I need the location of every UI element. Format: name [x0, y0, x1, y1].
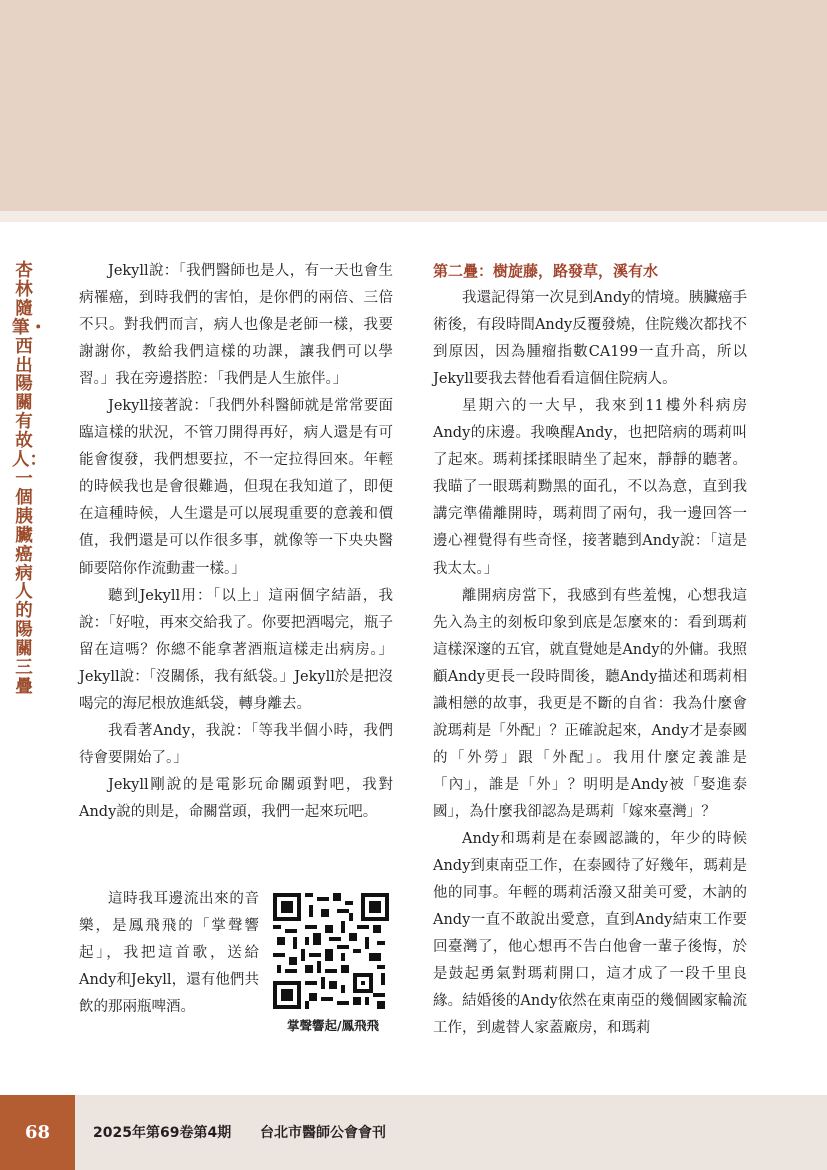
section-heading: 第二疊：樹旋藤，路發草，溪有水 [433, 262, 659, 280]
header-divider [0, 211, 827, 222]
qr-paragraph-block [79, 886, 259, 1021]
paragraph: Jekyll接著說：「我們外科醫師就是常常要面臨這樣的狀況，不管刀開得再好，病人還是有可能會復發，我們想要拉，不一定拉得回來。年輕的時候我也是會很難過，但現在我知道了，即便在這種時候，人生還是可以展現重要的意義和價值，我們還是可以作很多事，就像等一下央央醫師要陪你作流動畫一樣。」 [79, 398, 393, 577]
paragraph: Jekyll說：「我們醫師也是人，有一天也會生病罹癌，到時我們的害怕，是你們的兩倍、三倍不只。對我們而言，病人也像是老師一樣，我要謝謝你，教給我們這樣的功課，讓我們可以學習。」我在旁邊搭腔：「我們是人生旅伴。」 [79, 263, 393, 388]
song-qr-block [79, 886, 393, 1046]
paragraph: 我還記得第一次見到Andy的情境。胰臟癌手術後，有段時間Andy反覆發燒，住院幾次都找不到原因，因為腫瘤指數CA199一直升高，所以Jekyll要我去替他看看這個住院病人。 [433, 290, 747, 388]
vertical-section-title: 杏林隨筆・西出陽關有故人：一個胰臟癌病人的陽關三疊 [12, 261, 47, 697]
paragraph: 我看著Andy，我說：「等我半個小時，我們待會要開始了。」 [79, 722, 393, 766]
paragraph: 星期六的一大早，我來到11樓外科病房Andy的床邊。我喚醒Andy，也把陪病的瑪莉叫了起來。瑪莉揉揉眼睛坐了起來，靜靜的聽著。我瞄了一眼瑪莉黝黑的面孔，不以為意，直到我講完準備離開時，瑪莉問了兩句，我一邊回答一邊心裡覺得有些奇怪，接著聽到Andy說：「這是我太太。」 [433, 398, 747, 577]
page-number: 68 [0, 1095, 75, 1170]
qr-caption: 掌聲響起/鳳飛飛 [286, 1018, 380, 1033]
right-column [433, 258, 747, 1042]
paragraph: Jekyll剛說的是電影玩命關頭對吧，我對Andy說的則是，命關當頭，我們一起來玩吧。 [79, 776, 393, 820]
paragraph: Andy和瑪莉是在泰國認識的，年少的時候Andy到東南亞工作，在泰國待了好幾年，瑪莉是他的同事。年輕的瑪莉活潑又甜美可愛，木訥的Andy一直不敢說出愛意，直到Andy結束工作要回臺灣了，他心想再不告白他會一輩子後悔，於是鼓起勇氣對瑪莉開口，這才成了一段千里良緣。結婚後的Andy依然在東南亞的幾個國家輪流工作，到處替人家蓋廠房，和瑪莉 [433, 830, 747, 1037]
paragraph: 聽到Jekyll用：「以上」這兩個字結語，我說：「好啦，再來交給我了。你要把酒喝完，瓶子留在這嗎？你總不能拿著酒瓶這樣走出病房。」Jekyll說：「沒關係，我有紙袋。」Jekyll於是把沒喝完的海尼根放進紙袋，轉身離去。 [79, 587, 393, 712]
paragraph: 離開病房當下，我感到有些羞愧，心想我這先入為主的刻板印象到底是怎麼來的：看到瑪莉這樣深邃的五官，就直覺她是Andy的外傭。我照顧Andy更長一段時間後，聽Andy描述和瑪莉相識相戀的故事，我更是不斷的自省：我為什麼會說瑪莉是「外配」？正確說起來，Andy才是泰國的「外勞」跟「外配」。我用什麼定義誰是「內」，誰是「外」？明明是Andy被「娶進泰國」，為什麼我卻認為是瑪莉「嫁來臺灣」？ [433, 587, 747, 820]
left-column [79, 258, 393, 826]
header-image-area [0, 0, 827, 211]
paragraph: 這時我耳邊流出來的音樂，是鳳飛飛的「掌聲響起」，我把這首歌，送給Andy和Jekyll，還有他們共飲的那兩瓶啤酒。 [79, 891, 259, 1016]
qr-code-icon[interactable] [273, 893, 389, 1009]
issue-label: 2025年第69卷第4期 [93, 1125, 232, 1141]
journal-title: 台北市醫師公會會刊 [260, 1125, 386, 1141]
